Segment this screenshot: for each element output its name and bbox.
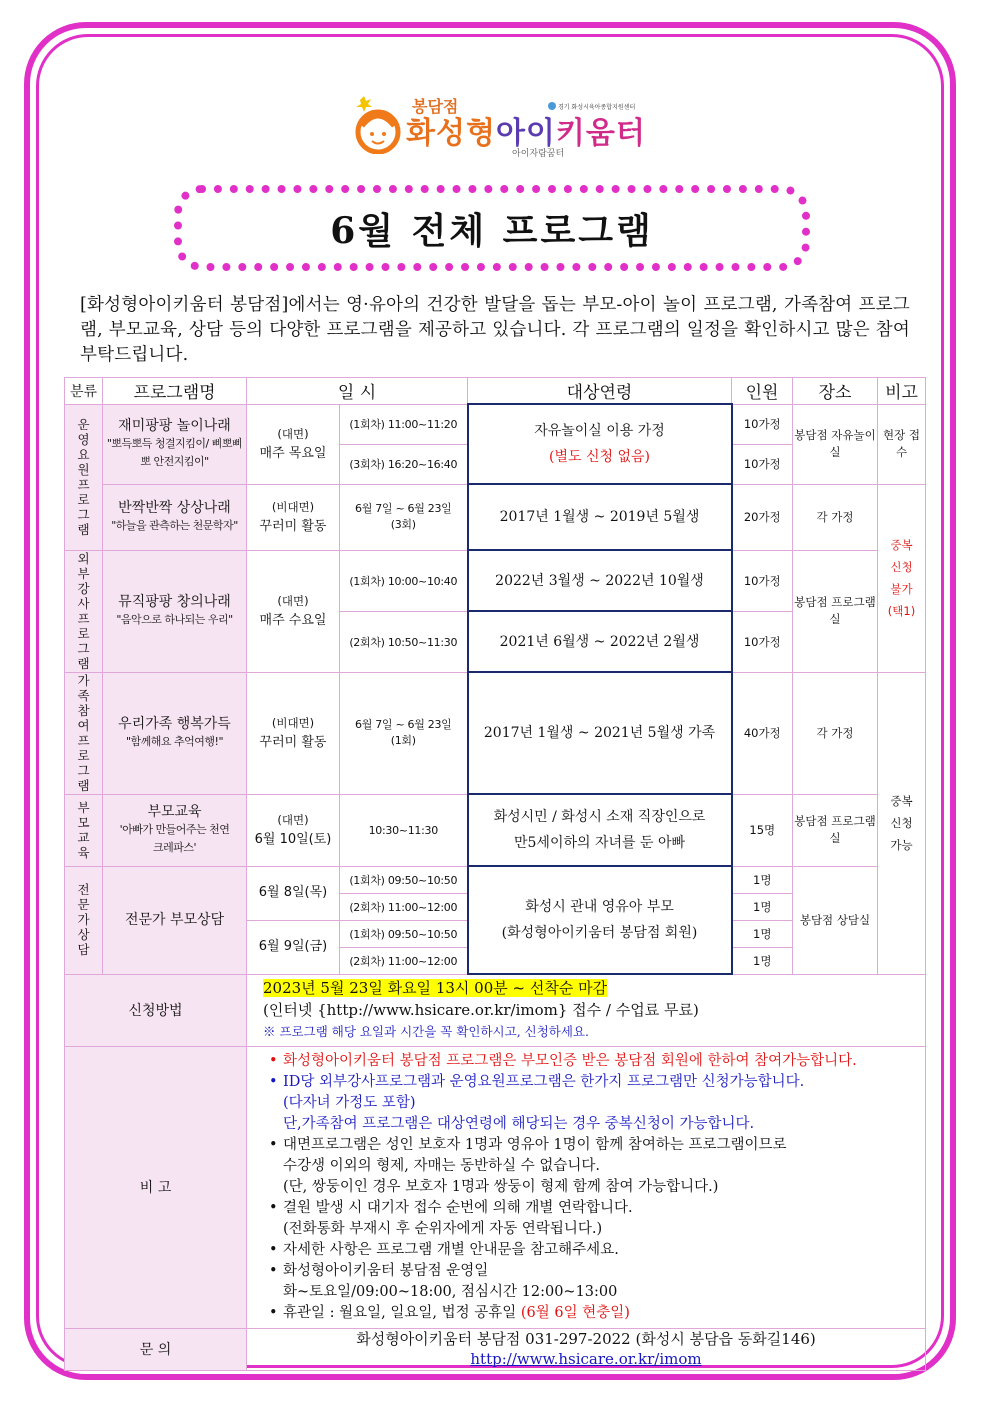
program-subtitle: "함께해요 추억여행!" [125,735,224,748]
place-cell: 각 가정 [793,484,878,550]
note-cell: 현장 접수 [878,404,926,484]
program-title: 재미팡팡 놀이나래 [118,418,231,434]
place-cell: 각 가정 [793,672,878,794]
table-row [65,550,926,611]
program-cell [103,550,247,672]
note-cell: 중복 신청 불가 (택1) [878,484,926,672]
program-subtitle: "뽀득뽀득 청결지킴이/ 삐뽀삐뽀 안전지킴이" [106,437,243,468]
program-cell [103,484,247,550]
category-label: 운영요원프로그램 [77,416,90,537]
note-item [269,1303,919,1324]
note-text: 화~토요일/09:00~18:00, 점심시간 12:00~13:00 [283,1283,618,1300]
time-cell: (2회차) 11:00~12:00 [340,947,468,974]
age-cell: 2017년 1월생 ~ 2019년 5월생 [468,484,732,550]
age-cell: 2017년 1월생 ~ 2021년 5월생 가족 [468,672,732,794]
note-item [269,1051,919,1072]
mode-label: (비대면) [271,500,315,514]
logo-org: 경기 화성시육아종합지원센터 [558,104,636,111]
age-text: 만5세이하의 자녀를 둔 아빠 [513,835,686,851]
people-cell: 1명 [732,866,793,893]
apply-method: (인터넷 {http://www.hsicare.or.kr/imom} 접수 / 수업료 무료) [263,1001,699,1020]
logo-name-part3: 키움터 [555,116,646,151]
apply-content [247,974,926,1046]
day-label: 6월 10일(토) [254,832,332,847]
note-text: (단, 쌍둥이인 경우 보호자 1명과 쌍둥이 형제 함께 참여 가능합니다.) [283,1178,719,1195]
apply-deadline: 2023년 5월 23일 화요일 13시 00분 ~ 선착순 마감 [263,979,608,998]
place-cell: 봉담점 프로그램실 [793,550,878,672]
category-label: 가족참여프로그램 [77,672,90,793]
note-text: • 대면프로그램은 성인 보호자 1명과 영유아 1명이 함께 참여하는 프로그램이므로 [283,1136,787,1153]
note-text: 단,가족참여 프로그램은 대상연령에 해당되는 경우 중복신청이 가능합니다. [283,1115,755,1132]
note-text: • ID당 외부강사프로그램과 운영요원프로그램은 한가지 프로그램만 신청가능합니다. [283,1073,805,1090]
age-note: (별도 신청 없음) [549,449,650,465]
age-text: 화성시민 / 화성시 소재 직장인으로 [493,809,706,825]
time-cell: (3회차) 16:20~16:40 [340,444,468,484]
mode-label: (대면) [277,594,309,608]
title-box [174,185,810,271]
program-title: 전문가 부모상담 [124,912,225,928]
holiday-note: (6월 6일 현충일) [520,1304,630,1321]
time-cell: (1회차) 11:00~11:20 [340,404,468,444]
age-cell: 2022년 3월생 ~ 2022년 10월생 [468,550,732,611]
page-title: 6월 전체 프로그램 [330,209,654,252]
day-cell: 6월 8일(목) [247,866,340,920]
notes-label: 비 고 [65,1046,247,1328]
header-row [65,378,926,405]
header-note: 비고 [878,378,926,405]
table-row [65,404,926,444]
homepage-link[interactable]: http://www.hsicare.or.kr/imom [470,1350,702,1368]
mode-cell [247,550,340,672]
program-subtitle: "음악으로 하나되는 우리" [116,613,233,626]
program-title: 뮤직팡팡 창의나래 [118,594,231,610]
apply-row [65,974,926,1046]
category-label: 외부강사프로그램 [77,550,90,671]
category-cell [65,794,103,866]
note-cell: 중복 신청 가능 [878,672,926,974]
day-label: 꾸러미 활동 [259,519,327,534]
time-cell: (2회차) 10:50~11:30 [340,611,468,672]
program-title: 우리가족 행복가득 [118,716,231,732]
time-cell: (1회차) 09:50~10:50 [340,920,468,947]
age-cell: 2021년 6월생 ~ 2022년 2월생 [468,611,732,672]
people-cell: 10가정 [732,444,793,484]
note-text: (전화통화 부재시 후 순위자에게 자동 연락됩니다.) [283,1220,603,1237]
time-cell: (1회차) 10:00~10:40 [340,550,468,611]
note-item [269,1261,919,1303]
time-cell: (2회차) 11:00~12:00 [340,893,468,920]
people-cell: 15명 [732,794,793,866]
mode-label: (비대면) [271,716,315,730]
note-text: 휴관일 : 월요일, 일요일, 법정 공휴일 [283,1304,517,1321]
place-cell: 봉담점 프로그램실 [793,794,878,866]
header-schedule: 일 시 [247,378,468,405]
people-cell: 10가정 [732,404,793,444]
table-row [65,672,926,794]
note-text: (다자녀 가정도 포함) [283,1094,416,1111]
contact-row [65,1328,926,1370]
category-label: 전문가상담 [77,882,90,957]
header-category: 분류 [65,378,103,405]
apply-label: 신청방법 [65,974,247,1046]
program-table [64,377,926,1371]
mode-label: (대면) [277,813,309,827]
age-cell [468,794,732,866]
mode-label: (대면) [277,427,309,441]
time-cell: 6월 7일 ~ 6월 23일 (1회) [340,672,468,794]
note-item [269,1135,919,1198]
logo [352,88,672,164]
day-cell: 6월 9일(금) [247,920,340,974]
category-cell [65,866,103,974]
time-cell: 6월 7일 ~ 6월 23일 (3회) [340,484,468,550]
header-place: 장소 [793,378,878,405]
header-age: 대상연령 [468,378,732,405]
age-text: 자유놀이실 이용 가정 [534,423,665,439]
logo-name-part1: 화성형 [406,116,496,151]
apply-note: ※ 프로그램 해당 요일과 시간을 꼭 확인하시고, 신청하세요. [263,1024,589,1040]
mode-cell [247,672,340,794]
logo-branch: 봉담점 [412,97,459,116]
program-title: 부모교육 [147,804,202,820]
place-cell: 봉담점 자유놀이실 [793,404,878,484]
time-cell: 10:30~11:30 [340,794,468,866]
contact-label: 문 의 [65,1328,247,1370]
age-text: (화성형아이키움터 봉담점 회원) [501,925,698,941]
mode-cell [247,484,340,550]
people-cell: 10가정 [732,550,793,611]
category-cell [65,404,103,550]
notes-content [247,1046,926,1328]
program-title: 반짝반짝 상상나래 [118,500,231,516]
people-cell: 1명 [732,893,793,920]
people-cell: 40가정 [732,672,793,794]
program-cell [103,672,247,794]
note-text: 화성형아이키움터 봉담점 프로그램은 부모인증 받은 봉담점 회원에 한하여 참여가능합니다. [283,1052,857,1069]
mode-cell [247,404,340,484]
people-cell: 1명 [732,947,793,974]
day-label: 매주 목요일 [259,446,327,461]
program-subtitle: '아빠가 만들어주는 천연 크레파스' [119,823,230,854]
logo-name-part2: 아이 [495,116,556,151]
day-label: 매주 수요일 [259,613,327,628]
people-cell: 10가정 [732,611,793,672]
note-item [269,1072,919,1135]
logo-subtitle: 아이자람꿈터 [512,149,565,159]
contact-content [247,1328,926,1370]
mode-cell [247,794,340,866]
intro-text: [화성형아이키움터 봉담점]에서는 영·유아의 건강한 발달을 돕는 부모-아이 놀이 프로그램, 가족참여 프로그램, 부모교육, 상담 등의 다양한 프로그램을 제공하고 있습니다. 각 프로그램의 일정을 확인하시고 많은 참여 부탁드립니다. [80,295,910,365]
note-item [269,1240,919,1261]
category-cell [65,550,103,672]
note-item [269,1198,919,1240]
program-cell [103,866,247,974]
day-label: 꾸러미 활동 [259,735,327,750]
note-text: 수강생 이외의 형제, 자매는 동반하실 수 없습니다. [283,1157,601,1174]
category-label: 부모교육 [77,799,90,860]
people-cell: 1명 [732,920,793,947]
header-program: 프로그램명 [103,378,247,405]
header-people: 인원 [732,378,793,405]
table-row [65,866,926,893]
table-row [65,794,926,866]
table-row [65,484,926,550]
program-subtitle: "하늘을 관측하는 천문학자" [111,519,238,532]
child-face-logo-icon [352,96,404,154]
program-cell [103,794,247,866]
note-text: • 화성형아이키움터 봉담점 운영일 [283,1262,489,1279]
age-cell [468,866,732,974]
note-text: • 결원 발생 시 대기자 접수 순번에 의해 개별 연락합니다. [283,1199,633,1216]
notes-row [65,1046,926,1328]
program-cell [103,404,247,484]
time-cell: (1회차) 09:50~10:50 [340,866,468,893]
age-text: 화성시 관내 영유아 부모 [525,899,674,915]
people-cell: 20가정 [732,484,793,550]
contact-info: 화성형아이키움터 봉담점 031-297-2022 (화성시 봉담읍 동화길146) [356,1330,816,1348]
note-text: 자세한 사항은 프로그램 개별 안내문을 참고해주세요. [283,1241,619,1258]
place-cell: 봉담점 상담실 [793,866,878,974]
age-cell [468,404,732,484]
category-cell [65,672,103,794]
